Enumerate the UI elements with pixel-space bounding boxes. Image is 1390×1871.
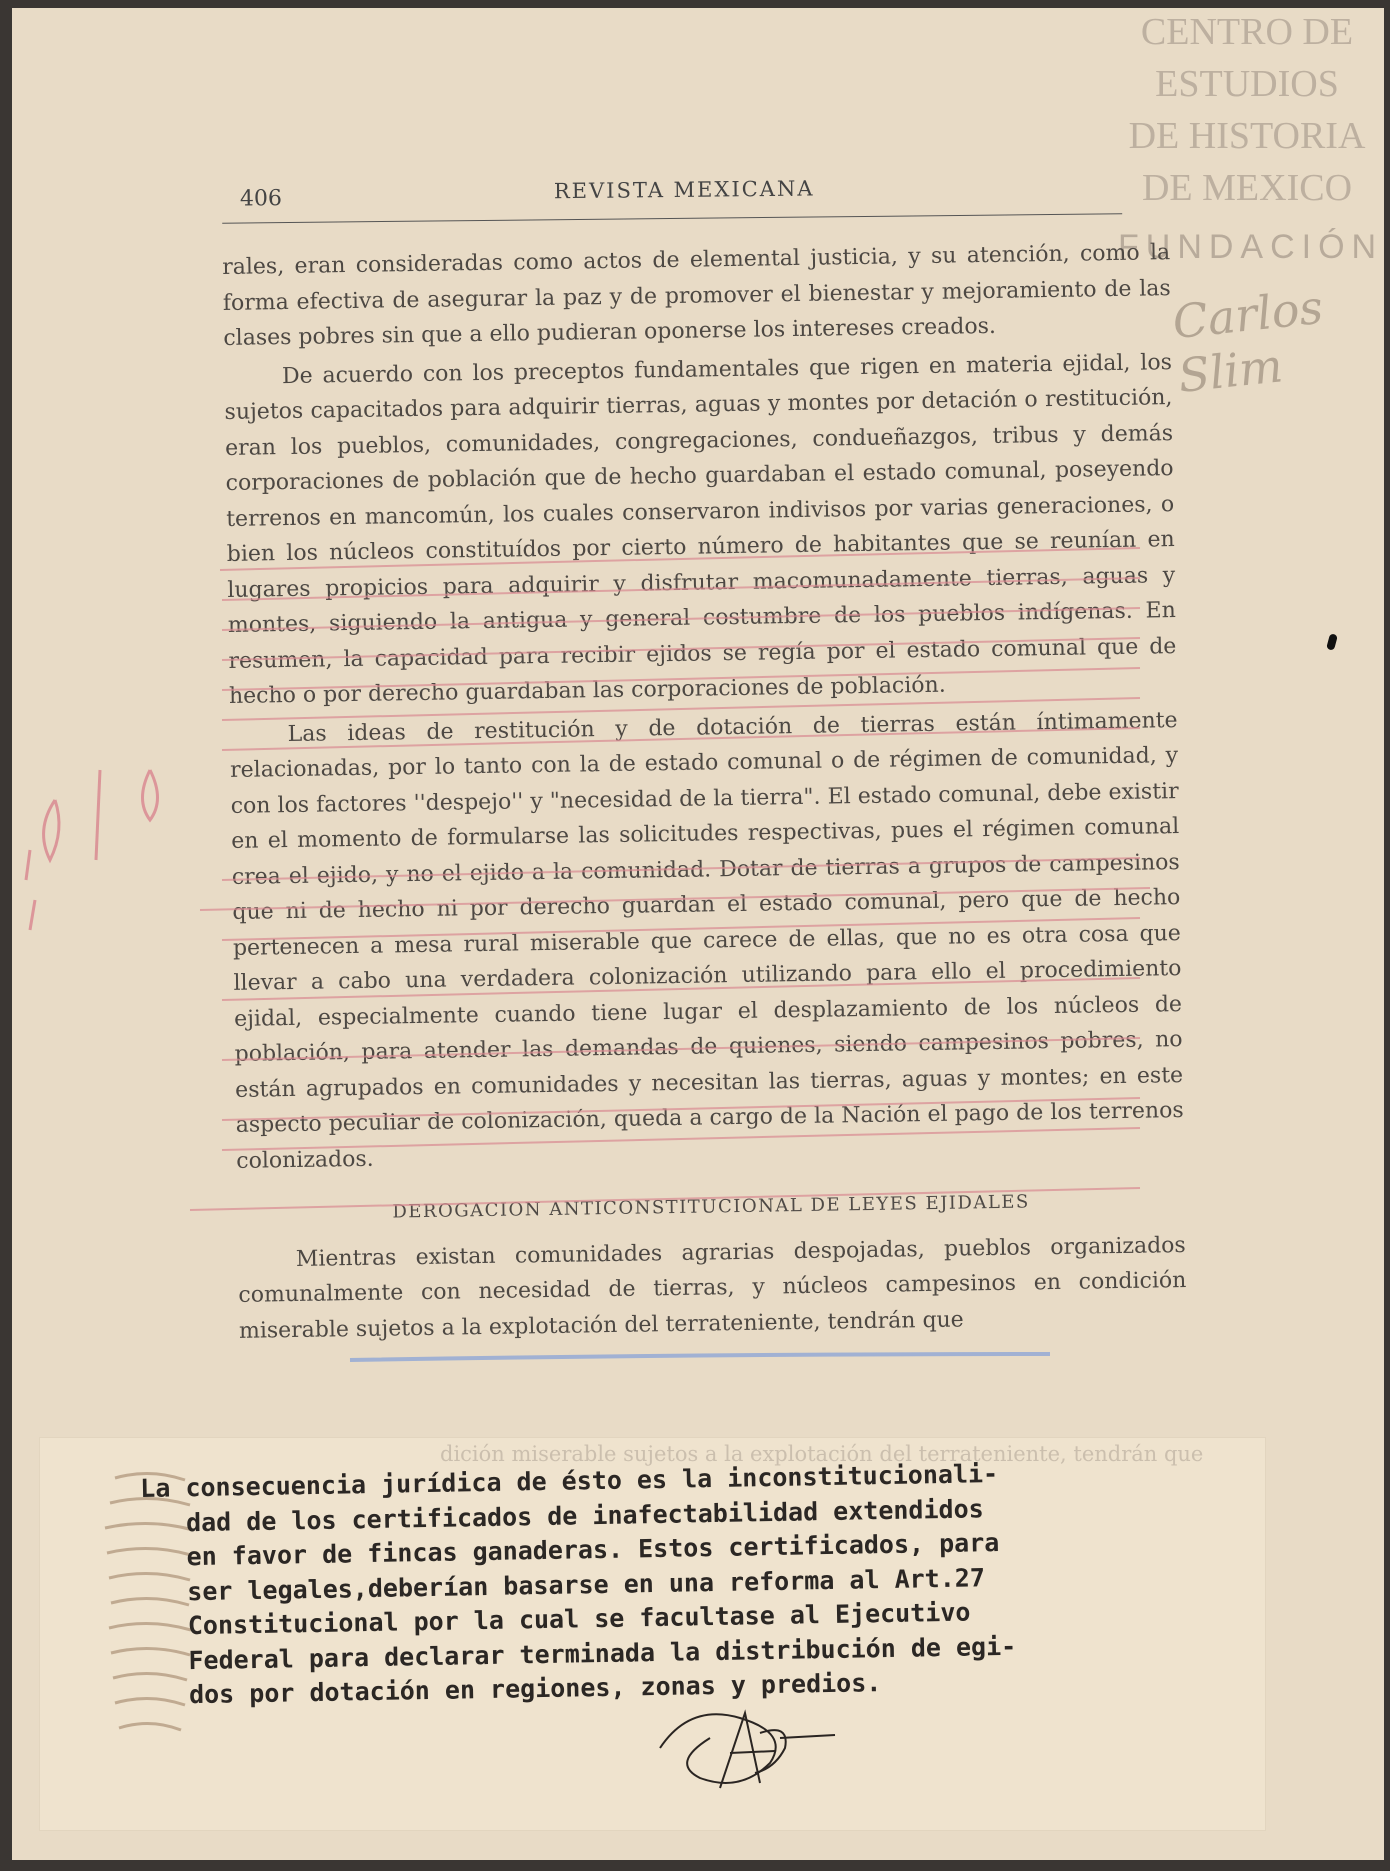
watermark-line: ESTUDIOS — [1155, 63, 1339, 105]
faded-line: dición miserable sujetos a la explotación del terrateniente, tendrán que — [440, 1442, 1204, 1466]
note-line: ser legales,deberían basarse en una reforma al Art.27 — [141, 1562, 986, 1607]
note-line: La consecuencia jurídica de ésto es la inconstitucionali- — [140, 1459, 999, 1503]
note-line: dad de los certificados de inafectabilidad extendidos — [140, 1493, 984, 1538]
paragraph: rales, eran consideradas como actos de elemental justicia, y su atención, como la forma efectiva de asegurar la paz y de promover el bienestar y mejoramiento de las clases pobres sin que a ello pudieran oponerse los intereses creados. — [222, 240, 1171, 351]
paragraph: Mientras existan comunidades agrarias despojadas, pueblos organizados comunalmente con necesidad de tierras, y núcleos campesinos en condición miserable sujetos a la explotación del terrateniente, tendrán que — [238, 1232, 1187, 1344]
watermark-line: DE MEXICO — [1141, 167, 1353, 209]
note-line: dos por dotación en regiones, zonas y predios. — [143, 1668, 882, 1710]
note-line: en favor de fincas ganaderas. Estos certificados, para — [141, 1528, 1000, 1572]
watermark-line: CENTRO DE — [1140, 11, 1354, 53]
note-text — [140, 1453, 1224, 1713]
typed-note-slip — [40, 1438, 1265, 1830]
section-title: DEROGACION ANTICONSTITUCIONAL DE LEYES EJIDALES — [392, 1191, 1030, 1223]
paragraph: De acuerdo con los preceptos fundamentales que rigen en materia ejidal, los sujetos capacitados para adquirir tierras, aguas y montes por detación o restitución, eran los pueblos, comunidades, congregaciones, condueñazgos, tribus y demás corporaciones de población que de hecho guardaban el estado comunal, poseyendo terrenos en mancomún, los cuales conservaron indivisos por varias generaciones, o bien los núcleos constituídos por cierto número de habitantes que se reunían en lugares propicios para adquirir y disfrutar macomunadamente tierras, aguas y montes, siguiendo la antigua y general costumbre de los pueblos indígenas. En resumen, la capacidad para recibir ejidos se regía por el estado comunal que de hecho o por derecho guardaban las corporaciones de población. — [224, 349, 1177, 709]
paragraph: Las ideas de restitución y de dotación de tierras están íntimamente relacionadas, por lo tanto con la de estado comunal o de régimen de comunidad, y con los factores ''despejo'' y "necesidad de la tierra". El estado comunal, debe existir en el momento de formularse las solicitudes respectivas, pues el régimen comunal crea el ejido, y no el ejido a la comunidad. Dotar de tierras a grupos de campesinos que ni de hecho ni por derecho guardan el estado comunal, pero que de hecho pertenecen a mesa rural miserable que carece de ellas, que no es otra cosa que llevar a cabo una verdadera colonización utilizando para ello el procedimiento ejidal, especialmente cuando tiene lugar el desplazamiento de los núcleos de población, para atender las demandas de quienes, siendo campesinos pobres, no están agrupados en comunidades y necesitan las tierras, aguas y montes; en este aspecto peculiar de colonización, queda a cargo de la Nación el pago de los terrenos colonizados. — [229, 707, 1184, 1174]
note-line: Federal para declarar terminada la distribución de egi- — [143, 1631, 1017, 1676]
watermark-signature: Carlos Slim — [1169, 279, 1326, 403]
handwritten-signature — [650, 1693, 850, 1813]
journal-title: REVISTA MEXICANA — [553, 176, 815, 204]
watermark-fundacion: FUNDACIÓN — [1118, 228, 1384, 266]
note-line: Constitucional por la cual se facultase al Ejecutivo — [142, 1597, 971, 1641]
watermark-line: DE HISTORIA — [1128, 115, 1366, 157]
page-number: 406 — [239, 186, 283, 212]
